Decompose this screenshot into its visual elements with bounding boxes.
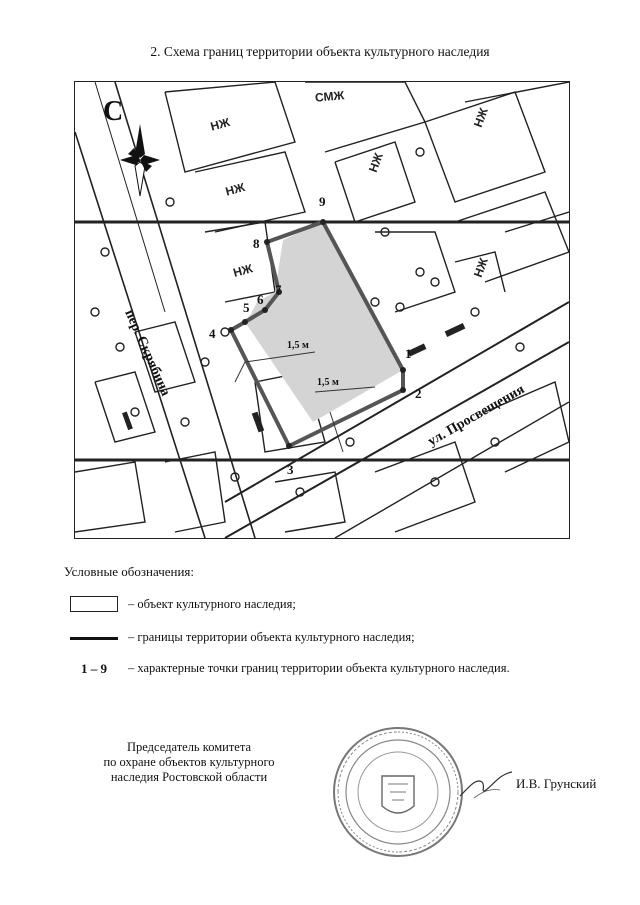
legend-title: Условные обозначения: [64, 564, 195, 579]
signer-line: Председатель комитета [127, 740, 251, 754]
building-label: НЖ [231, 261, 255, 280]
point-label: 7 [275, 282, 282, 297]
official-seal [330, 724, 466, 860]
building-label: НЖ [208, 115, 232, 134]
point-label: 1 [405, 346, 412, 361]
legend-text: – характерные точки границ территории объекта культурного наследия. [128, 661, 510, 675]
legend-item-points [64, 660, 624, 680]
page-title: 2. Схема границ территории объекта культурного наследия [150, 44, 490, 59]
legend-symbol-box [70, 596, 118, 612]
building-label: НЖ [470, 106, 491, 130]
dimension-label: 1,5 м [317, 377, 339, 388]
legend-item-boundary [64, 629, 624, 649]
building-label: НЖ [223, 180, 247, 199]
legend-symbol-line [70, 637, 118, 640]
point-label: 4 [209, 326, 216, 341]
signer-position [74, 740, 304, 785]
boundary-map [74, 81, 570, 539]
point-label: 6 [257, 292, 264, 307]
signer-line: по охране объектов культурного [103, 755, 275, 769]
building-label: НЖ [470, 256, 491, 280]
street-label-lane: пер. Скрябина [121, 307, 173, 399]
building-label: НЖ [365, 151, 386, 175]
north-label: С [103, 96, 124, 127]
dimension-label: 1,5 м [287, 340, 309, 351]
signer-line: наследия Ростовской области [110, 770, 268, 784]
signer-name: И.В. Грунский [516, 776, 597, 791]
legend-symbol-points: 1 – 9 [81, 661, 107, 676]
legend-text: – объект культурного наследия; [128, 597, 296, 611]
point-label: 5 [243, 300, 250, 315]
point-label: 2 [415, 386, 422, 401]
legend-text: – границы территории объекта культурного наследия; [128, 630, 415, 644]
handwritten-signature [456, 768, 516, 802]
building-label: СМЖ [314, 88, 345, 105]
point-label: 8 [253, 236, 260, 251]
point-label: 9 [319, 194, 326, 209]
street-label-avenue: ул. Просвещения [425, 382, 528, 450]
legend-item-object [64, 596, 624, 616]
point-label: 3 [287, 462, 294, 477]
